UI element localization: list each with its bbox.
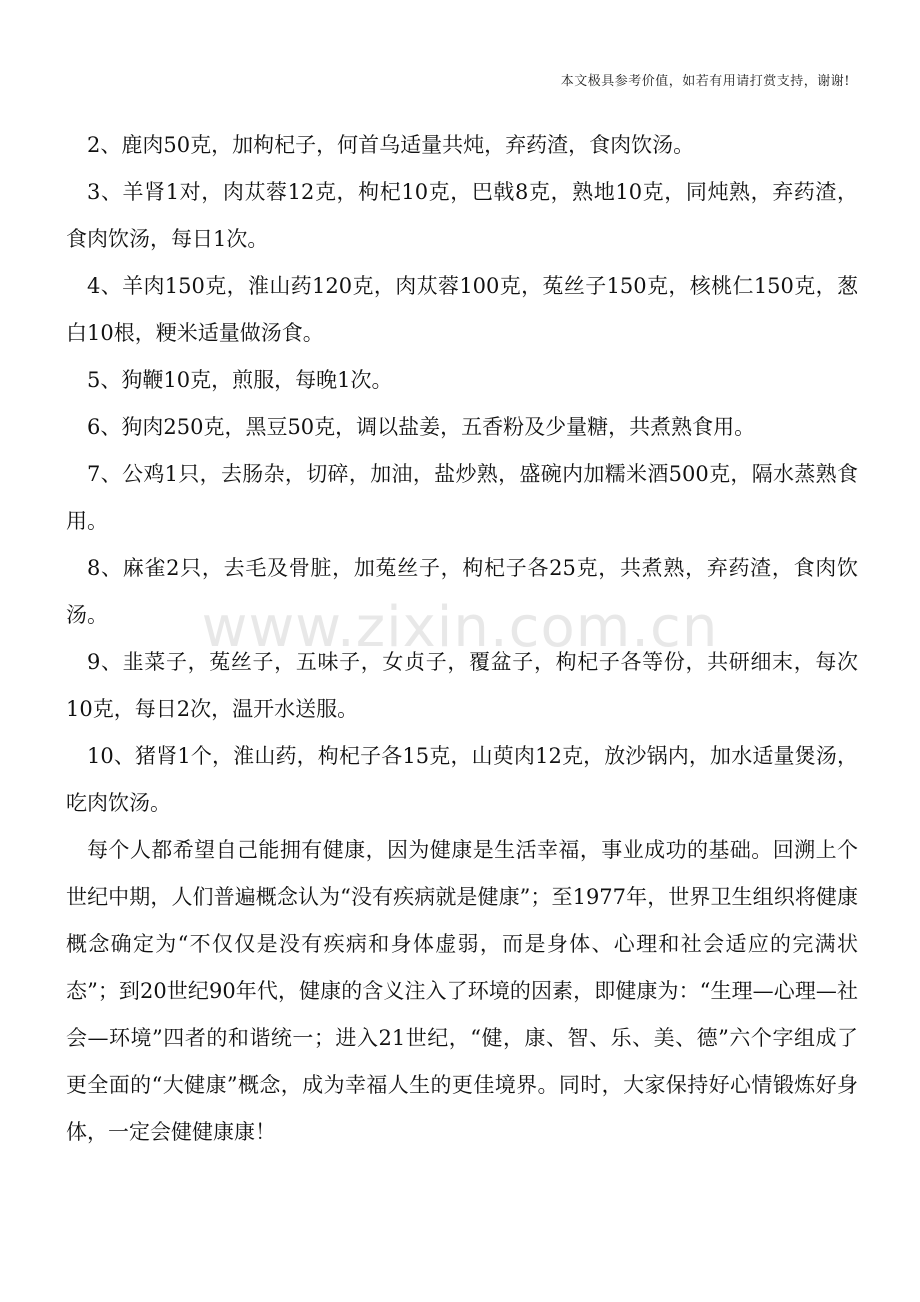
paragraph-recipe-2: 2、鹿肉50克，加枸杞子，何首乌适量共炖，弃药渣，食肉饮汤。 [87,133,695,157]
paragraph-recipe-7: 7、公鸡1只，去肠杂，切碎，加油，盐炒熟，盛碗内加糯米酒500克，隔水蒸熟食用。 [66,462,858,533]
paragraph-recipe-10: 10、猪肾1个，淮山药，枸杞子各15克，山萸肉12克，放沙锅内，加水适量煲汤，吃肉饮汤。 [66,744,858,815]
paragraph-recipe-4: 4、羊肉150克，淮山药120克，肉苁蓉100克，菟丝子150克，核桃仁150克，葱白10根，粳米适量做汤食。 [66,274,858,345]
document-body [66,122,858,1156]
header-note: 本文极具参考价值，如若有用请打赏支持，谢谢! [560,74,850,89]
paragraph-recipe-3: 3、羊肾1对，肉苁蓉12克，枸杞10克，巴戟8克，熟地10克，同炖熟，弃药渣，食肉饮汤，每日1次。 [66,180,858,251]
paragraph-health-concept: 每个人都希望自己能拥有健康，因为健康是生活幸福，事业成功的基础。回溯上个世纪中期，人们普遍概念认为“没有疾病就是健康”；至1977年，世界卫生组织将健康概念确定为“不仅仅是没有疾病和身体虚弱，而是身体、心理和社会适应的完满状态”；到20世纪90年代，健康的含义注入了环境的因素，即健康为：“生理—心理—社会—环境”四者的和谐统一；进入21世纪，“健，康、智、乐、美、德”六个字组成了更全面的“大健康”概念，成为幸福人生的更佳境界。同时，大家保持好心情锻炼好身体，一定会健健康康！ [66,838,858,1144]
paragraph-recipe-6: 6、狗肉250克，黑豆50克，调以盐姜，五香粉及少量糖，共煮熟食用。 [87,415,756,439]
paragraph-recipe-9: 9、韭菜子，菟丝子，五味子，女贞子，覆盆子，枸杞子各等份，共研细末，每次10克，每日2次，温开水送服。 [66,650,858,721]
watermark: www.zixin.com.cn [201,595,719,660]
paragraph-recipe-5: 5、狗鞭10克，煎服，每晚1次。 [87,368,393,392]
paragraph-recipe-8: 8、麻雀2只，去毛及骨脏，加菟丝子，枸杞子各25克，共煮熟，弃药渣，食肉饮汤。 [66,556,858,627]
